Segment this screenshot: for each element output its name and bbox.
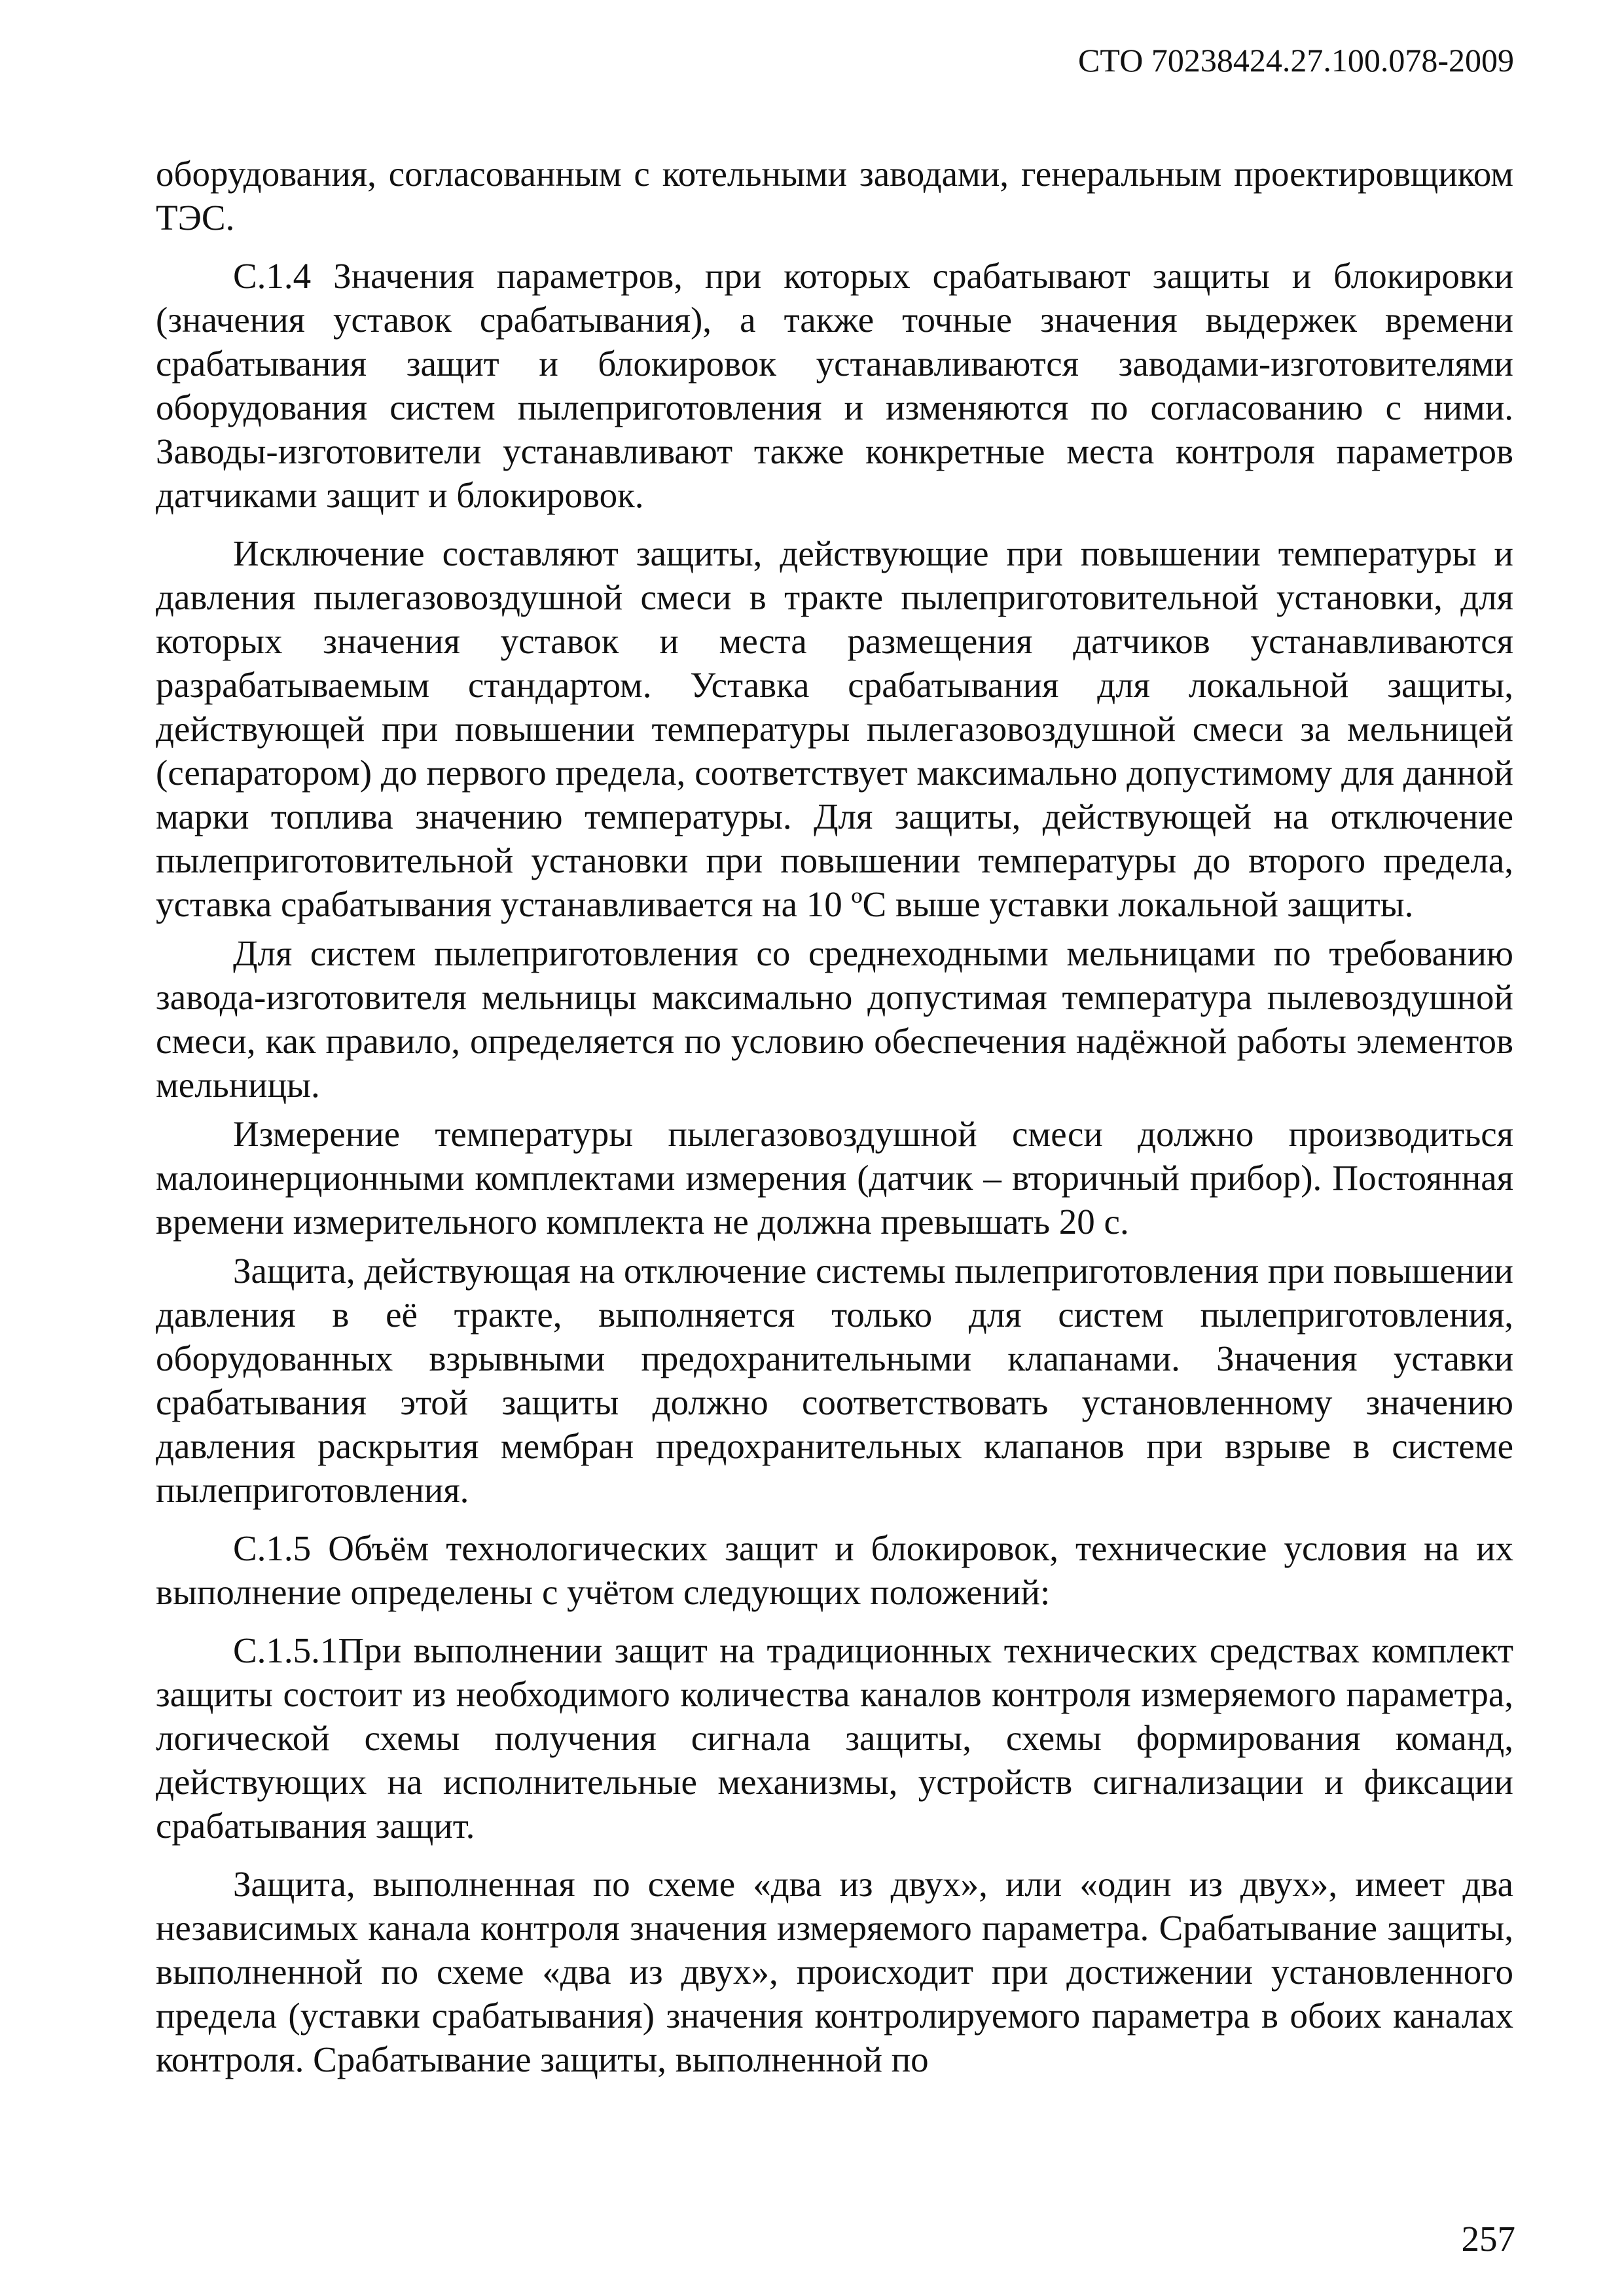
- paragraph-pressure-protection: Защита, действующая на отключение системы пылеприготовления при повышении давления в её тракте, выполняется только для систем пылеприготовления, оборудованных взрывными предохранительными клапанами. Значения уставки срабатывания этой защиты должно соответствовать установленному значению давления раскрытия мембран предохранительных клапанов при взрыве в системе пылеприготовления.: [156, 1251, 1513, 1510]
- paragraph-mills: Для систем пылеприготовления со среднеходными мельницами по требованию завода-изготовителя мельницы максимально допустимая температура пылевоздушной смеси, как правило, определяется по условию обеспечения надёжной работы элементов мельницы.: [156, 933, 1513, 1105]
- paragraph-exception: Исключение составляют защиты, действующие при повышении температуры и давления пылегазовоздушной смеси в тракте пылеприготовительной установки, для которых значения уставок и места размещения датчиков устанавливаются разрабатываемым стандартом. Уставка срабатывания для локальной защиты, действующей при повышении температуры пылегазовоздушной смеси за мельницей (сепаратором) до первого предела, соответствует максимально допустимому для данной марки топлива значению температуры. Для защиты, действующей на отключение пылеприготовительной установки при повышении температуры до второго предела, уставка срабатывания устанавливается на 10 ºС выше уставки локальной защиты.: [156, 533, 1513, 924]
- paragraph-two-of-two: Защита, выполненная по схеме «два из двух», или «один из двух», имеет два независимых канала контроля значения измеряемого параметра. Срабатывание защиты, выполненной по схеме «два из двух», происходит при достижении установленного предела (уставки срабатывания) значения контролируемого параметра в обоих каналах контроля. Срабатывание защиты, выполненной по: [156, 1864, 1513, 2079]
- paragraph-c-1-5-1: С.1.5.1При выполнении защит на традиционных технических средствах комплект защиты состоит из необходимого количества каналов контроля измеряемого параметра, логической схемы получения сигнала защиты, схемы формирования команд, действующих на исполнительные механизмы, устройств сигнализации и фиксации срабатывания защит.: [156, 1630, 1513, 1846]
- paragraph-measurement: Измерение температуры пылегазовоздушной смеси должно производиться малоинерционными комплектами измерения (датчик – вторичный прибор). Постоянная времени измерительного комплекта не должна превышать 20 с.: [156, 1114, 1513, 1242]
- document-code-header: СТО 70238424.27.100.078-2009: [1078, 42, 1514, 79]
- paragraph-continuation: оборудования, согласованным с котельными заводами, генеральным проектировщиком ТЭС.: [156, 154, 1513, 238]
- page-number: 257: [1461, 2219, 1515, 2259]
- paragraph-c-1-5: С.1.5 Объём технологических защит и блокировок, технические условия на их выполнение определены с учётом следующих положений:: [156, 1528, 1513, 1612]
- page-body: [156, 152, 1513, 2081]
- paragraph-c-1-4: С.1.4 Значения параметров, при которых срабатывают защиты и блокировки (значения уставок срабатывания), а также точные значения выдержек времени срабатывания защит и блокировок устанавливаются заводами-изготовителями оборудования систем пылеприготовления и изменяются по согласованию с ними. Заводы-изготовители устанавливают также конкретные места контроля параметров датчиками защит и блокировок.: [156, 256, 1513, 515]
